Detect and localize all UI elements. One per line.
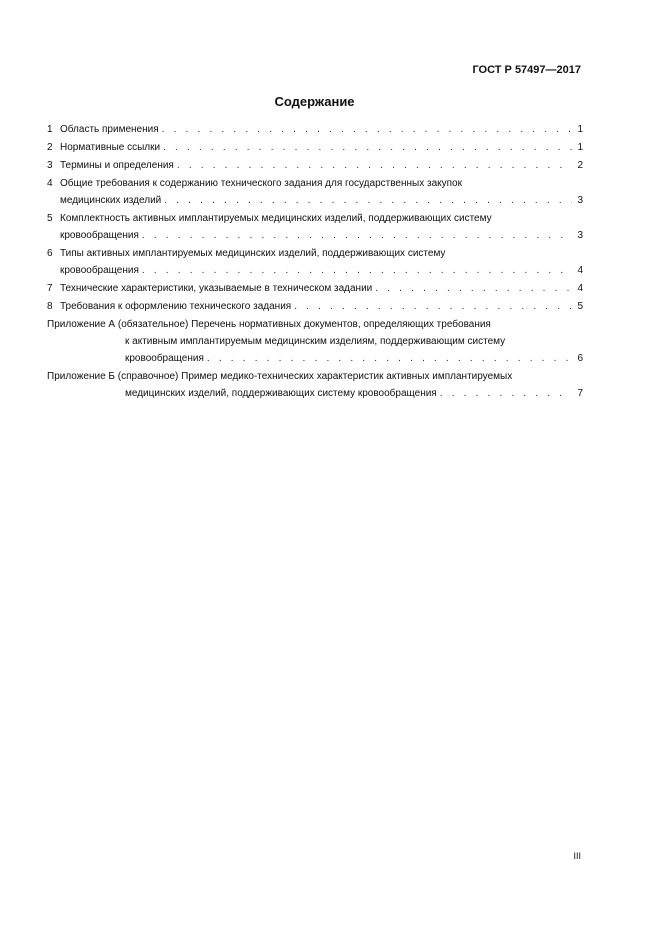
- toc-leader-dots: [375, 280, 572, 297]
- toc-entry-title-continued: кровообращения: [125, 353, 204, 364]
- toc-entry-page: 7: [577, 388, 583, 399]
- toc-entry-title-continued: медицинских изделий, поддерживающих систему кровообращения: [125, 388, 437, 399]
- toc-entry-1[interactable]: [47, 121, 583, 138]
- toc-entry-page: 1: [577, 142, 583, 153]
- toc-entry-title: Термины и определения: [60, 160, 174, 171]
- toc-entry-title: Нормативные ссылки: [60, 142, 161, 153]
- toc-leader-dots: [162, 121, 572, 138]
- toc-entry-title: Типы активных имплантируемых медицинских изделий, поддерживающих систему: [60, 248, 446, 259]
- toc-entry-5[interactable]: [47, 210, 583, 244]
- toc-entry-number: 1: [47, 124, 53, 135]
- toc-entry-title: Приложение А (обязательное) Перечень нормативных документов, определяющих требования: [47, 319, 491, 330]
- toc-entry-number: 3: [47, 160, 53, 171]
- toc-entry-number: 6: [47, 248, 53, 259]
- toc-entry-appendix-a[interactable]: [47, 316, 583, 367]
- toc-leader-dots: [164, 192, 572, 209]
- toc-entry-title-continued: кровообращения: [60, 230, 139, 241]
- page-title: Содержание: [274, 94, 355, 109]
- toc-entry-title-continued: кровообращения: [60, 265, 139, 276]
- toc-entry-3[interactable]: [47, 157, 583, 174]
- toc-entry-page: 6: [577, 353, 583, 364]
- toc-entry-2[interactable]: [47, 139, 583, 156]
- toc-leader-dots: [294, 298, 572, 315]
- toc-entry-title: Технические характеристики, указываемые в техническом задании: [60, 283, 373, 294]
- toc-entry-number: 5: [47, 213, 53, 224]
- toc-entry-page: 4: [577, 265, 583, 276]
- toc-entry-title: Требования к оформлению технического задания: [60, 301, 292, 312]
- toc-entry-title-continued: медицинских изделий: [60, 195, 162, 206]
- document-code: ГОСТ Р 57497—2017: [472, 64, 581, 76]
- toc-entry-page: 5: [577, 301, 583, 312]
- toc-entry-8[interactable]: [47, 298, 583, 315]
- toc-entry-title: Общие требования к содержанию технического задания для государственных закупок: [60, 178, 462, 189]
- toc-entry-7[interactable]: [47, 280, 583, 297]
- toc-entry-title: Комплектность активных имплантируемых медицинских изделий, поддерживающих систему: [60, 213, 492, 224]
- toc-leader-dots: [142, 227, 572, 244]
- toc-entry-page: 3: [577, 230, 583, 241]
- toc-entry-page: 2: [577, 160, 583, 171]
- toc-leader-dots: [142, 262, 572, 279]
- toc-entry-number: 8: [47, 301, 53, 312]
- table-of-contents: [47, 121, 583, 402]
- toc-entry-appendix-b[interactable]: [47, 368, 583, 402]
- toc-leader-dots: [440, 385, 572, 402]
- toc-entry-number: 7: [47, 283, 53, 294]
- toc-entry-number: 2: [47, 142, 53, 153]
- toc-entry-6[interactable]: [47, 245, 583, 279]
- toc-leader-dots: [207, 350, 572, 367]
- toc-entry-title-continued: к активным имплантируемым медицинским изделиям, поддерживающим систему: [125, 336, 506, 347]
- toc-entry-number: 4: [47, 178, 53, 189]
- page-number: III: [573, 851, 581, 861]
- toc-entry-title: Приложение Б (справочное) Пример медико-технических характеристик активных имплантируемых: [47, 371, 513, 382]
- toc-entry-page: 1: [577, 124, 583, 135]
- toc-leader-dots: [163, 139, 572, 156]
- toc-entry-title: Область применения: [60, 124, 159, 135]
- toc-entry-page: 4: [577, 283, 583, 294]
- toc-leader-dots: [177, 157, 572, 174]
- toc-entry-page: 3: [577, 195, 583, 206]
- toc-entry-4[interactable]: [47, 175, 583, 209]
